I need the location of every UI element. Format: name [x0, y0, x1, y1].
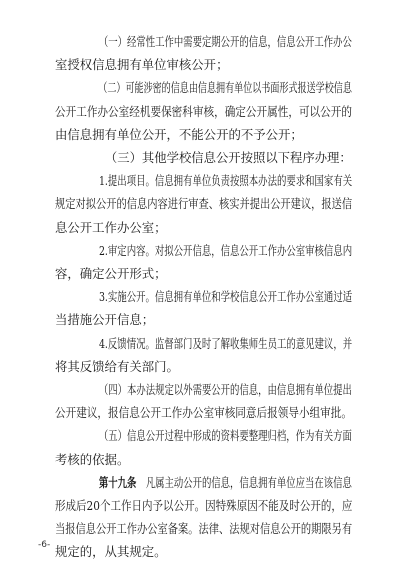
text-line: 当措施公开信息；: [55, 312, 155, 328]
article-number: 第十九条: [98, 474, 137, 490]
text-line: 公开工作办公室经机要保密科审核，确定公开属性，可以公开的: [55, 103, 352, 119]
text-line: 由信息拥有单位公开，不能公开的不予公开；: [55, 126, 303, 142]
text-line: 考核的依据。: [55, 451, 130, 467]
text-line: 规定对拟公开的信息内容进行审查、核实并提出公开建议，报送信: [55, 196, 353, 212]
text-line: 1.提出项目。信息拥有单位负责按照本办法的要求和国家有关: [98, 173, 353, 189]
text-line: （一）经常性工作中需要定期公开的信息，信息公开工作办公: [98, 34, 352, 49]
page-number: -6-: [38, 540, 51, 550]
text-line: 当报信息公开工作办公室备案。法律、法规对信息公开的期限另有: [55, 521, 353, 537]
text-line: 将其反馈给有关部门。: [55, 358, 179, 374]
text-line: 公开建议，报信息公开工作办公室审核同意后报领导小组审批。: [55, 405, 352, 421]
text-line: 2.审定内容。对拟公开信息，信息公开工作办公室审核信息内: [98, 242, 353, 258]
text-line: 3.实施公开。信息拥有单位和学校信息公开工作办公室通过适: [98, 289, 353, 305]
text-line: 容，确定公开形式；: [55, 266, 167, 281]
text-line: 息公开工作办公室；: [55, 219, 167, 235]
text-line: （二）可能涉密的信息由信息拥有单位以书面形式报送学校信息: [98, 80, 352, 96]
text-line: 室授权信息拥有单位审核公开；: [55, 57, 229, 73]
text-line: 4.反馈情况。监督部门及时了解收集师生员工的意见建议，并: [98, 335, 353, 351]
text-line: （五）信息公开过程中形成的资料要整理归档，作为有关方面: [98, 428, 352, 444]
text-line: （三）其他学校信息公开按照以下程序办理：: [104, 150, 352, 165]
text-line: 规定的，从其规定。: [55, 544, 167, 560]
text-line: 形成后20个工作日内予以公开。因特殊原因不能及时公开的，应: [55, 498, 353, 513]
text-line: （四）本办法规定以外需要公开的信息，由信息拥有单位提出: [98, 382, 352, 397]
article-heading-line: [80, 475, 352, 491]
article-text: 凡属主动公开的信息，信息拥有单位应当在该信息: [136, 474, 352, 490]
